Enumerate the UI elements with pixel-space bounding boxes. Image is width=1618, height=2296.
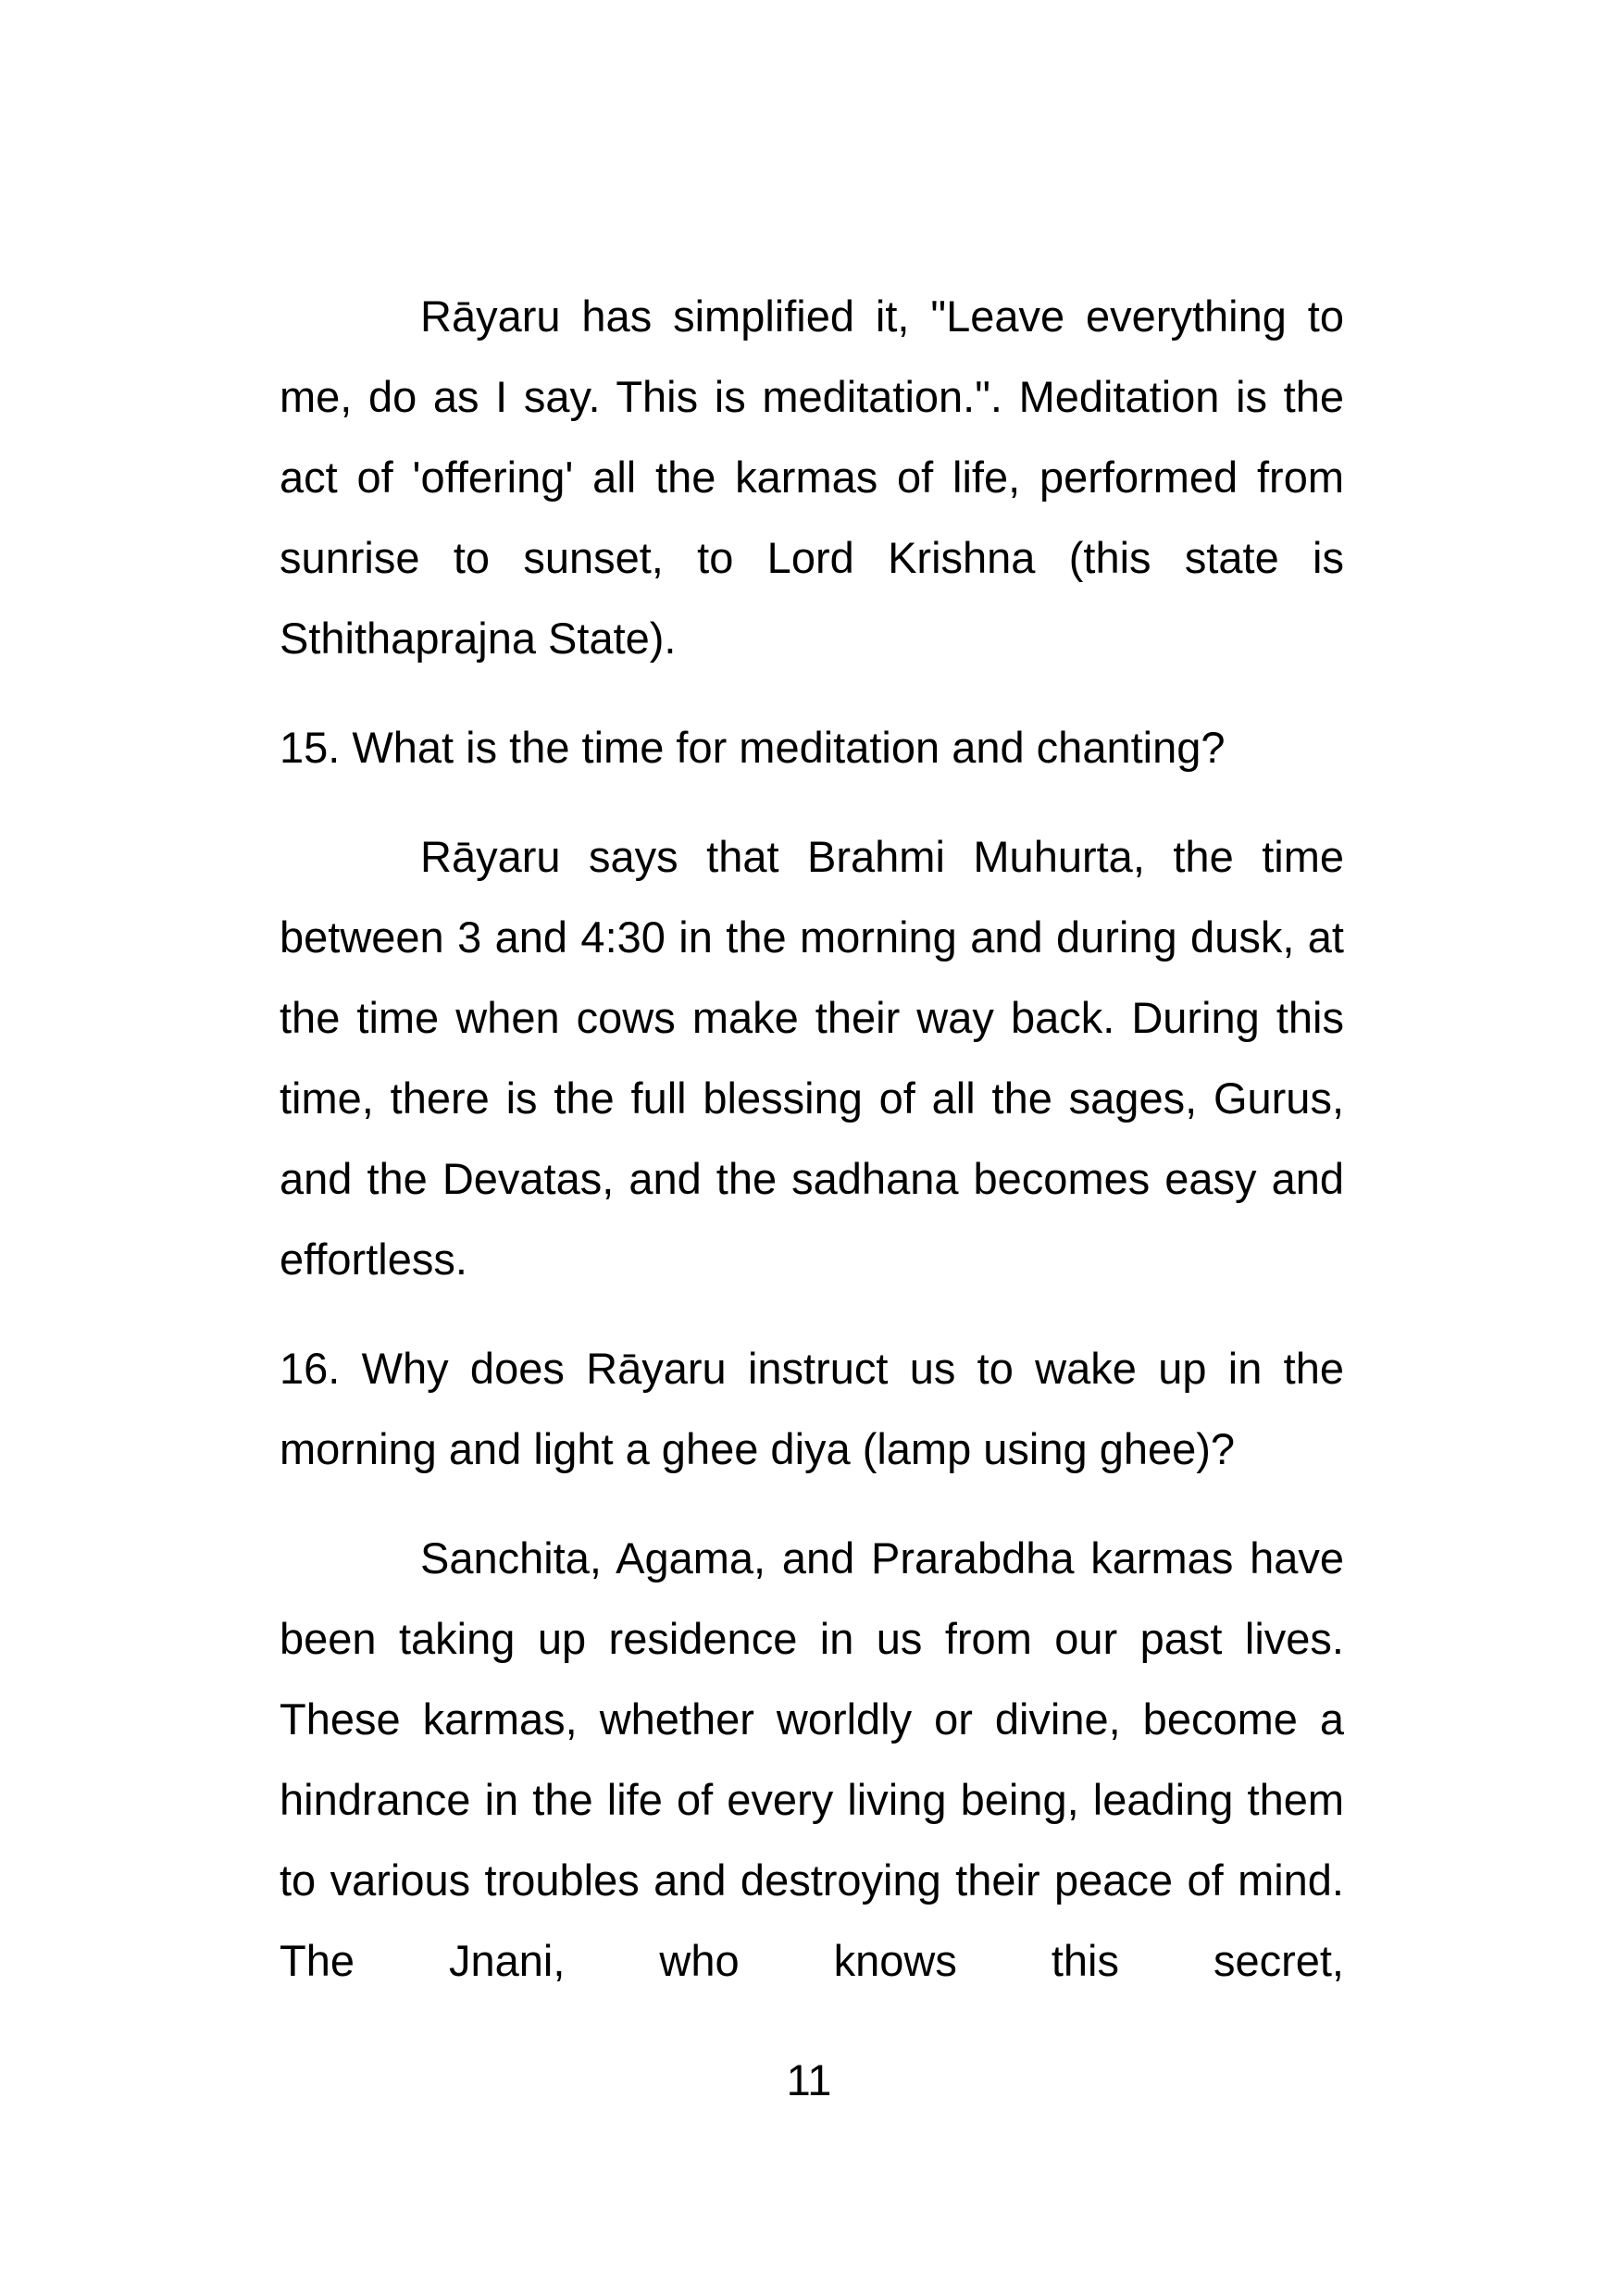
question-16: 16. Why does Rāyaru instruct us to wake up in the morning and light a ghee diya (lamp using ghee)? bbox=[280, 1344, 1344, 1473]
paragraph-meditation-definition: Rāyaru has simplified it, "Leave everything to me, do as I say. This is meditation.". Meditation is the act of 'offering' all the karmas of life, performed from sunrise to sunset, to Lord Krishna (this state is Sthithaprajna State). bbox=[280, 292, 1344, 663]
paragraph-brahmi-muhurta: Rāyaru says that Brahmi Muhurta, the time between 3 and 4:30 in the morning and during dusk, at the time when cows make their way back. During this time, there is the full blessing of all the sages, Gurus, and the Devatas, and the sadhana becomes easy and effortless. bbox=[280, 832, 1344, 1284]
page-number: 11 bbox=[786, 2055, 832, 2104]
page-body bbox=[280, 276, 1344, 2001]
paragraph-karmas: Sanchita, Agama, and Prarabdha karmas have been taking up residence in us from our past lives. These karmas, whether worldly or divine, become a hindrance in the life of every living being, leading them to various troubles and destroying their peace of mind. The Jnani, who knows this secret, bbox=[280, 1533, 1344, 1985]
question-15: 15. What is the time for meditation and chanting? bbox=[280, 723, 1226, 772]
